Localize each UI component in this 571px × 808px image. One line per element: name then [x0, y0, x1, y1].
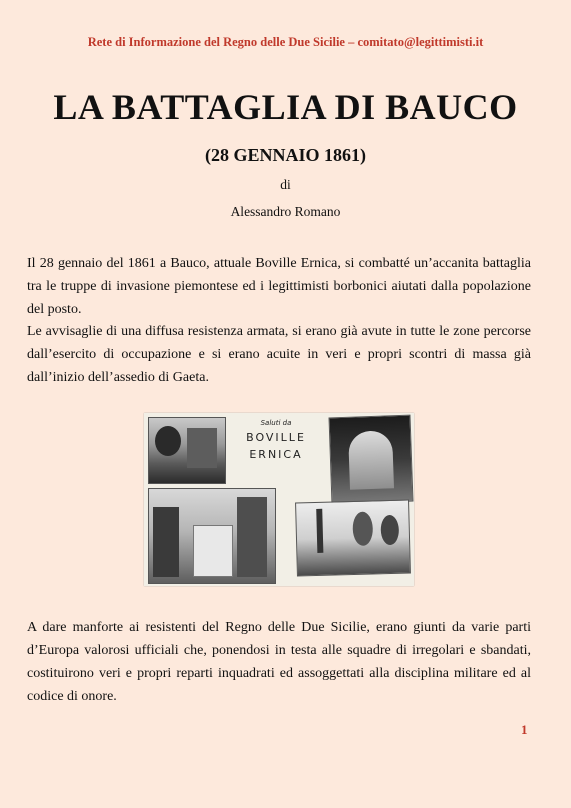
postcard-greeting: [228, 419, 324, 461]
postcard-photo-monument: [295, 500, 411, 577]
author-name: Alessandro Romano: [230, 204, 341, 219]
document-title: LA BATTAGLIA DI BAUCO: [53, 87, 518, 127]
by-label: di: [280, 177, 291, 192]
paragraph-resistance: Le avvisaglie di una diffusa resistenza armata, si erano già avute in tutte le zone percorse dall’esercito di occupazione e si erano acuite in veri e propri scontri di massa già dall’inizio dell’assedio di Gaeta.: [27, 324, 531, 385]
postcard-town-line2: ERNICA: [249, 448, 303, 461]
postcard-greeting-text: Saluti da: [260, 419, 292, 427]
paragraph-intro: Il 28 gennaio del 1861 a Bauco, attuale Boville Ernica, si combatté un’accanita battaglia tra le truppe di invasione piemontese ed i legittimisti borbonici aiutati dalla popolazione del posto.: [27, 256, 531, 317]
postcard-photo-square: [148, 417, 226, 484]
postcard-photo-arch: [329, 415, 414, 505]
page-number: 1: [521, 722, 528, 737]
postcard-image: [144, 413, 414, 586]
document-date: (28 GENNAIO 1861): [205, 145, 366, 165]
header-banner: Rete di Informazione del Regno delle Due Sicilie – comitato@legittimisti.it: [87, 35, 484, 49]
paragraph-officers: A dare manforte ai resistenti del Regno delle Due Sicilie, erano giunti da varie parti d’Europa valorosi ufficiali che, ponendosi in testa alle squadre di irregolari e sbandati, costituirono veri e propri reparti inquadrati ed assoggettati alla disciplina militare ed al codice di onore.: [27, 620, 531, 704]
postcard-photo-church: [148, 488, 276, 584]
postcard-town-line1: BOVILLE: [246, 431, 306, 444]
